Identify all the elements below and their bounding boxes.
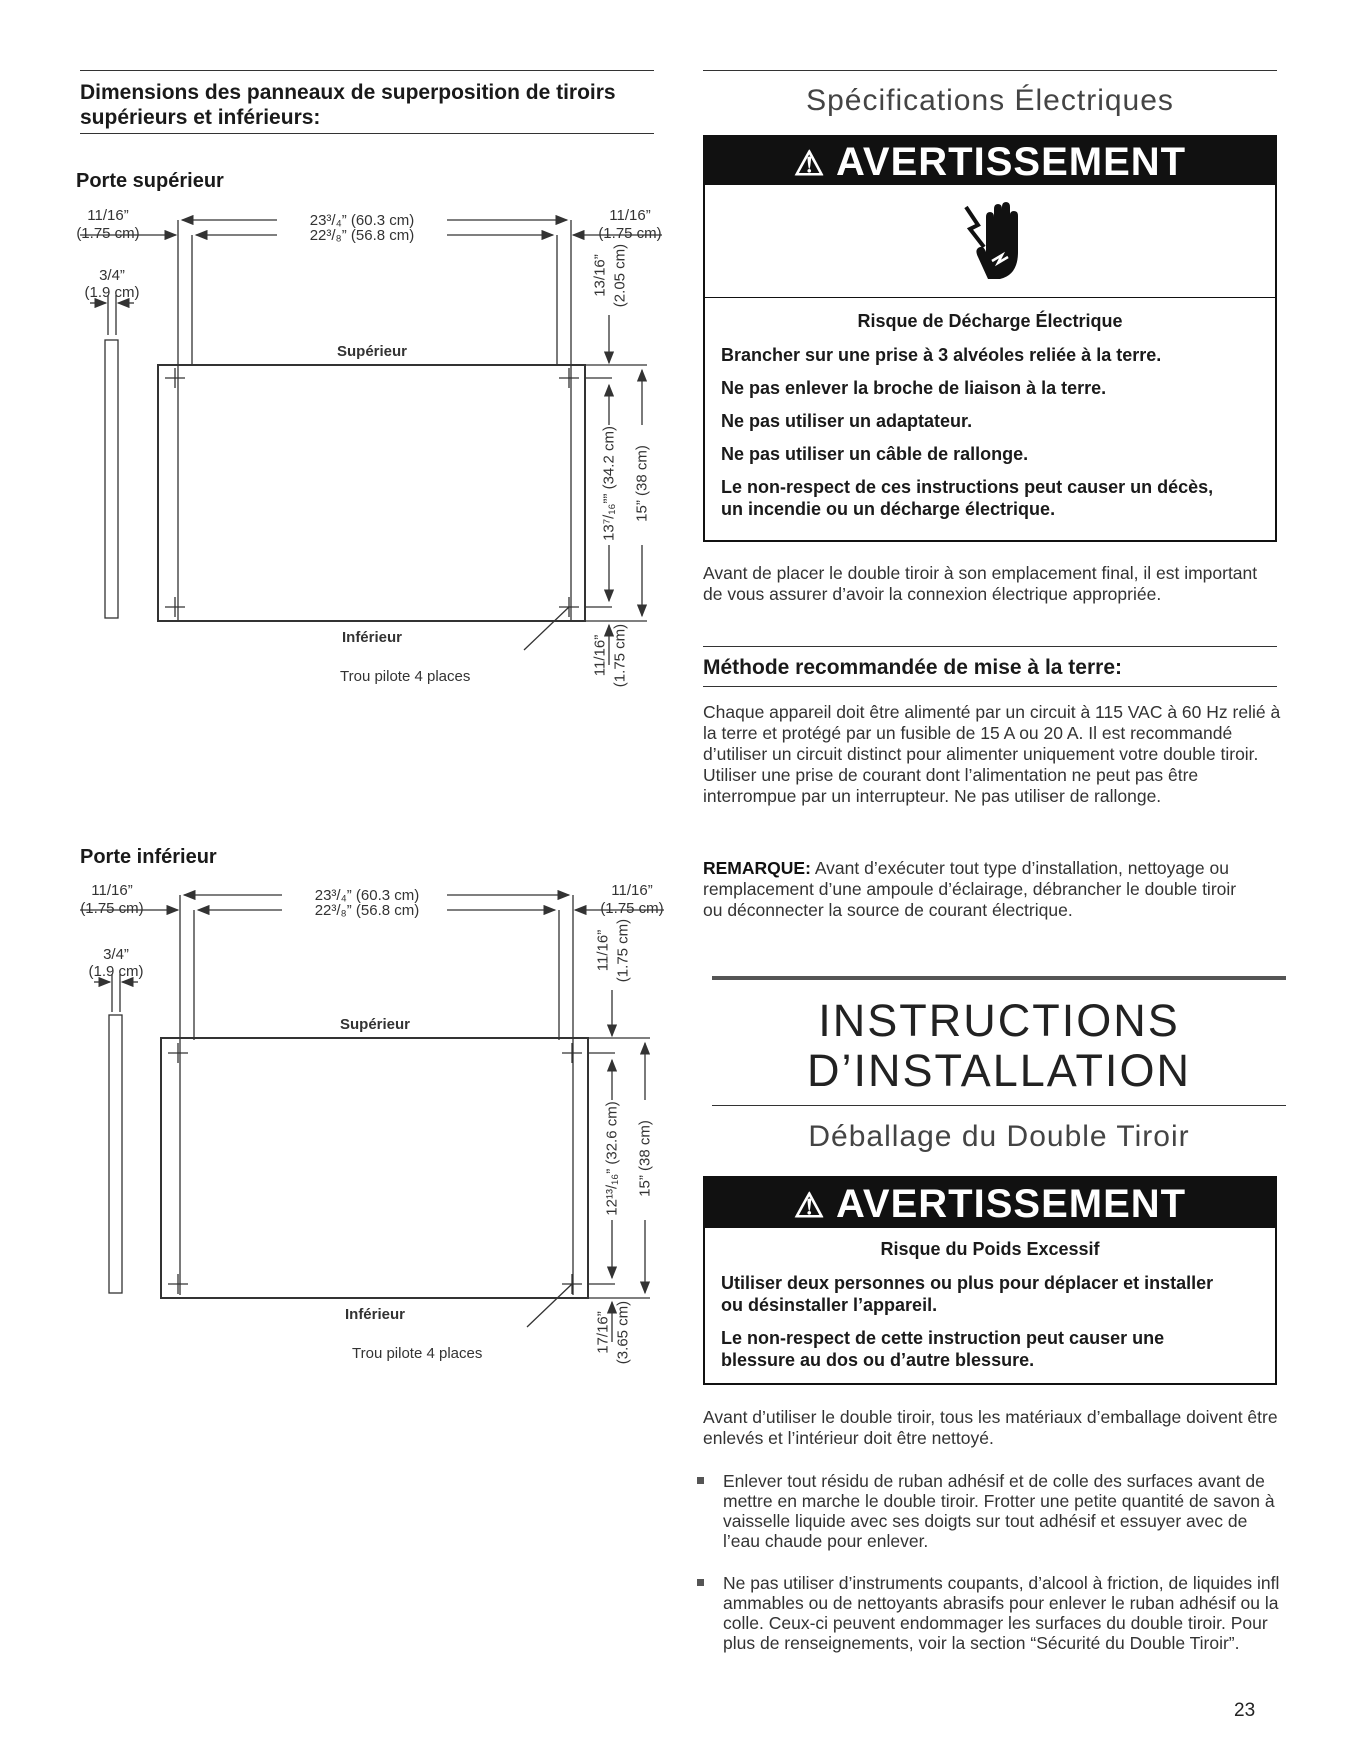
lower-bottom-gap-cm: (3.65 cm) bbox=[614, 1300, 632, 1365]
upper-thickness-cm: (1.9 cm) bbox=[84, 284, 140, 301]
bullet-1-text: Enlever tout résidu de ruban adhésif et de colle des surfaces avant de mettre en marche le double tiroir. Frotter une petite quantité de savon à vaisselle liquide avec ses doigts sur tout adhésif et essuyer avec de l’eau chaude pour enlever. bbox=[723, 1471, 1275, 1551]
upper-bottom-label: Inférieur bbox=[341, 629, 402, 646]
heading-rule-left bbox=[80, 133, 654, 134]
upper-side-left: 11/16” bbox=[87, 207, 129, 224]
upper-door-title: Porte supérieur bbox=[76, 170, 224, 192]
note-text: Avant d’exécuter tout type d’installation, nettoyage ou remplacement d’une ampoule d’éclairage, débrancher le double tiroir ou déconnecter la source de courant électrique. bbox=[703, 858, 1237, 920]
upper-height: 15” (38 cm) bbox=[633, 445, 651, 522]
warning-box-electrical bbox=[703, 135, 1277, 542]
lower-top-gap: 11/16” bbox=[594, 929, 612, 972]
lower-height: 15” (38 cm) bbox=[636, 1120, 654, 1197]
hazard-electrical: Risque de Décharge Électrique bbox=[857, 311, 1123, 331]
bullet-square-icon bbox=[697, 1579, 704, 1586]
upper-bottom-gap: 11/16” bbox=[591, 634, 609, 677]
electric-shock-hand-icon bbox=[958, 197, 1028, 287]
lower-top-gap-cm: (1.75 cm) bbox=[614, 918, 632, 983]
lower-side-left-cm: (1.75 cm) bbox=[80, 900, 144, 917]
lower-thickness: 3/4” bbox=[103, 946, 129, 963]
lower-bottom-label: Inférieur bbox=[344, 1306, 405, 1323]
top-rule-right bbox=[703, 70, 1277, 71]
note-paragraph bbox=[703, 858, 1243, 921]
upper-door-diagram bbox=[72, 195, 672, 755]
warning1-line-3: Ne pas utiliser un adaptateur. bbox=[721, 411, 973, 431]
lower-hole-span: 12¹³/₁₆” (32.6 cm) bbox=[603, 1101, 621, 1216]
upper-bottom-gap-cm: (1.75 cm) bbox=[611, 623, 629, 688]
list-item bbox=[697, 1471, 1287, 1551]
upper-top-gap-cm: (2.05 cm) bbox=[611, 243, 629, 308]
lower-top-label: Supérieur bbox=[339, 1016, 411, 1033]
lower-side-left: 11/16” bbox=[91, 882, 133, 899]
warning2-line-2: Le non-respect de cette instruction peut causer une blessure au dos ou d’autre blessure. bbox=[721, 1328, 1165, 1370]
install-title-line-2: D’INSTALLATION bbox=[807, 1045, 1191, 1096]
warning-bar-weight bbox=[705, 1178, 1275, 1228]
bullet-square-icon bbox=[697, 1477, 704, 1484]
unpack-title: Déballage du Double Tiroir bbox=[808, 1120, 1190, 1153]
unpack-paragraph: Avant d’utiliser le double tiroir, tous les matériaux d’emballage doivent être enlevés et l’intérieur doit être nettoyé. bbox=[703, 1407, 1278, 1448]
lower-side-right-cm: (1.75 cm) bbox=[600, 900, 664, 917]
upper-width-outer: 23³/₄” (60.3 cm) bbox=[309, 212, 415, 229]
upper-side-right: 11/16” bbox=[609, 207, 651, 224]
top-rule-left bbox=[80, 70, 654, 71]
upper-thickness: 3/4” bbox=[99, 267, 125, 284]
electrical-title: Spécifications Électriques bbox=[806, 84, 1174, 117]
upper-side-left-cm: (1.75 cm) bbox=[76, 225, 140, 242]
lower-door-diagram bbox=[72, 870, 672, 1430]
warning2-line-1: Utiliser deux personnes ou plus pour déplacer et installer ou désinstaller l’appareil. bbox=[721, 1273, 1214, 1315]
warning-triangle-icon: ⚠ bbox=[793, 145, 826, 183]
bullet-2-text: Ne pas utiliser d’instruments coupants, d’alcool à friction, de liquides infl ammables ou de nettoyants abrasifs pour enlever le ruban adhésif ou la colle. Ceux-ci peuvent endommager les surfaces du double tiroir. Pour plus de renseignements, voir la section “Sécurité du Double Tiroir”. bbox=[723, 1573, 1280, 1653]
note-label: REMARQUE: bbox=[703, 858, 811, 878]
lower-bottom-gap: 17/16” bbox=[594, 1311, 612, 1354]
grounding-paragraph: Chaque appareil doit être alimenté par un circuit à 115 VAC à 60 Hz relié à la terre et protégé par un fusible de 15 A ou 20 A. Il est recommandé d’utiliser un circuit distinct pour alimenter uniquement votre double tiroir. Utiliser une prise de courant dont l’alimentation ne peut pas être interrompue par un interrupteur. Ne pas utiliser de rallonge. bbox=[703, 702, 1281, 806]
warning-label: AVERTISSEMENT bbox=[836, 140, 1187, 184]
electrical-intro-paragraph: Avant de placer le double tiroir à son emplacement final, il est important de vous assurer d’avoir la connexion électrique appropriée. bbox=[703, 563, 1258, 604]
upper-top-gap: 13/16” bbox=[591, 254, 609, 297]
upper-top-label: Supérieur bbox=[336, 343, 408, 360]
page-number: 23 bbox=[1234, 1700, 1256, 1721]
upper-pilot-hole: Trou pilote 4 places bbox=[340, 668, 471, 685]
warning1-line-1: Brancher sur une prise à 3 alvéoles reliée à la terre. bbox=[721, 345, 1162, 365]
lower-pilot-hole: Trou pilote 4 places bbox=[352, 1345, 483, 1362]
warning1-line-5: Le non-respect de ces instructions peut causer un décès, un incendie ou un décharge électrique. bbox=[721, 477, 1214, 519]
warning-triangle-icon: ⚠ bbox=[793, 1187, 826, 1225]
install-heavy-rule bbox=[712, 976, 1286, 980]
unpack-rule bbox=[712, 1105, 1286, 1106]
shock-icon-area bbox=[705, 185, 1275, 298]
upper-side-right-cm: (1.75 cm) bbox=[598, 225, 662, 242]
upper-width-inner: 22³/₈” (56.8 cm) bbox=[309, 227, 415, 244]
grounding-rule-bottom bbox=[703, 686, 1277, 687]
grounding-rule-top bbox=[703, 646, 1277, 647]
lower-width-inner: 22³/₈” (56.8 cm) bbox=[314, 902, 420, 919]
lower-thickness-cm: (1.9 cm) bbox=[88, 963, 144, 980]
upper-hole-span: 13⁷/₁₆”” (34.2 cm) bbox=[600, 426, 618, 541]
list-item bbox=[697, 1573, 1287, 1653]
lower-width-outer: 23³/₄” (60.3 cm) bbox=[314, 887, 420, 904]
warning1-line-2: Ne pas enlever la broche de liaison à la terre. bbox=[721, 378, 1107, 398]
dimensions-heading: Dimensions des panneaux de superposition de tiroirs supérieurs et inférieurs: bbox=[80, 81, 616, 129]
warning-label: AVERTISSEMENT bbox=[836, 1182, 1187, 1226]
hazard-weight: Risque du Poids Excessif bbox=[880, 1239, 1100, 1259]
warning-bar-electrical bbox=[705, 137, 1275, 185]
lower-door-title: Porte inférieur bbox=[80, 846, 217, 868]
warning-box-weight bbox=[703, 1176, 1277, 1385]
warning1-line-4: Ne pas utiliser un câble de rallonge. bbox=[721, 444, 1029, 464]
grounding-title: Méthode recommandée de mise à la terre: bbox=[703, 656, 1122, 679]
install-title-line-1: INSTRUCTIONS bbox=[818, 995, 1180, 1046]
lower-side-right: 11/16” bbox=[611, 882, 653, 899]
